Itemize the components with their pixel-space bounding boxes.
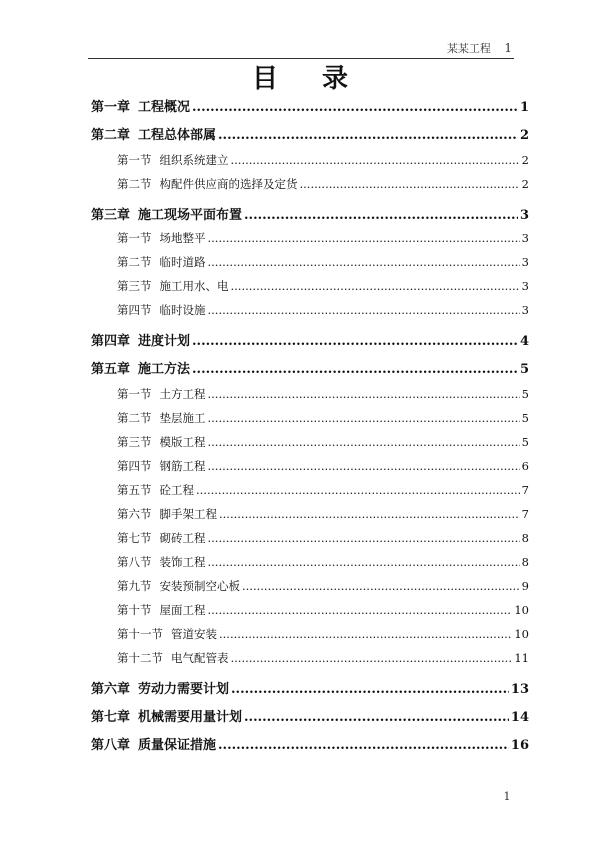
toc-entry-number: 第三节	[117, 279, 152, 293]
toc-dot-leader	[208, 531, 520, 545]
toc-chapter-entry[interactable]	[91, 678, 529, 697]
toc-section-entry[interactable]	[117, 410, 529, 426]
toc-entry-number: 第五章	[91, 362, 131, 377]
toc-section-entry[interactable]	[117, 302, 529, 318]
toc-entry-number: 第十节	[117, 603, 152, 617]
toc-entry-title: 垫层施工	[159, 411, 206, 425]
toc-section-entry[interactable]	[117, 434, 529, 450]
toc-entry-label	[117, 602, 206, 618]
toc-entry-page: 3	[521, 255, 529, 269]
toc-section-entry[interactable]	[117, 482, 529, 498]
toc-section-entry[interactable]	[117, 626, 529, 642]
toc-dot-leader	[208, 231, 520, 245]
toc-chapter-entry[interactable]	[91, 706, 529, 725]
toc-dot-leader	[196, 483, 520, 497]
toc-entry-page: 10	[514, 603, 529, 617]
toc-entry-title: 组织系统建立	[159, 153, 229, 167]
toc-entry-title: 劳动力需要计划	[138, 682, 230, 697]
toc-entry-page: 5	[521, 387, 529, 401]
toc-entry-page: 5	[519, 362, 529, 377]
toc-dot-leader	[208, 411, 520, 425]
toc-chapter-entry[interactable]	[91, 96, 529, 115]
toc-entry-page: 5	[521, 411, 529, 425]
toc-entry-label	[117, 278, 229, 294]
toc-dot-leader	[244, 208, 518, 223]
toc-entry-title: 砌砖工程	[159, 531, 206, 545]
toc-entry-number: 第十一节	[117, 627, 163, 641]
toc-entry-number: 第三节	[117, 435, 152, 449]
toc-entry-label	[117, 230, 206, 246]
toc-entry-page: 7	[521, 483, 529, 497]
header-page-number: 1	[504, 41, 512, 55]
toc-entry-label	[117, 650, 229, 666]
toc-entry-page: 6	[521, 459, 529, 473]
toc-entry-title: 管道安装	[171, 627, 217, 641]
header-title: 某某工程	[446, 42, 491, 55]
toc-entry-page: 5	[521, 435, 529, 449]
toc-title: 目录	[251, 64, 392, 94]
toc-entry-label	[91, 124, 216, 143]
toc-dot-leader	[208, 387, 520, 401]
toc-entry-number: 第一节	[117, 231, 152, 245]
toc-entry-number: 第五节	[117, 483, 152, 497]
toc-entry-page: 2	[521, 177, 529, 191]
toc-entry-page: 8	[521, 531, 529, 545]
toc-entry-page: 2	[521, 153, 529, 167]
toc-dot-leader	[208, 303, 520, 317]
toc-entry-title: 安装预制空心板	[159, 579, 240, 593]
toc-entry-title: 构配件供应商的选择及定货	[159, 177, 298, 191]
toc-entry-label	[91, 204, 242, 223]
toc-dot-leader	[208, 459, 520, 473]
toc-entry-number: 第七章	[91, 710, 131, 725]
toc-entry-number: 第九节	[117, 579, 152, 593]
toc-section-entry[interactable]	[117, 578, 529, 594]
toc-entry-page: 14	[510, 710, 529, 725]
toc-chapter-entry[interactable]	[91, 734, 529, 753]
toc-entry-number: 第六节	[117, 507, 152, 521]
toc-entry-title: 屋面工程	[159, 603, 206, 617]
toc-entry-label	[91, 96, 190, 115]
toc-entry-label	[117, 176, 298, 192]
toc-entry-page: 3	[521, 279, 529, 293]
toc-entry-page: 16	[510, 738, 529, 753]
toc-entry-label	[117, 578, 240, 594]
toc-chapter-entry[interactable]	[91, 204, 529, 223]
toc-entry-number: 第四节	[117, 303, 152, 317]
toc-entry-number: 第八节	[117, 555, 152, 569]
toc-entry-label	[91, 734, 216, 753]
toc-entry-label	[117, 530, 206, 546]
toc-chapter-entry[interactable]	[91, 358, 529, 377]
toc-section-entry[interactable]	[117, 506, 529, 522]
toc-entry-number: 第二节	[117, 411, 152, 425]
toc-section-entry[interactable]	[117, 650, 529, 666]
toc-entry-number: 第六章	[91, 682, 131, 697]
toc-chapter-entry[interactable]	[91, 330, 529, 349]
toc-entry-title: 模版工程	[159, 435, 206, 449]
toc-dot-leader	[244, 710, 509, 725]
toc-dot-leader	[231, 651, 513, 665]
toc-section-entry[interactable]	[117, 530, 529, 546]
toc-dot-leader	[218, 128, 518, 143]
toc-entry-number: 第一节	[117, 387, 152, 401]
toc-entry-label	[117, 410, 206, 426]
toc-entry-title: 机械需要用量计划	[138, 710, 243, 725]
toc-entry-title: 质量保证措施	[138, 738, 217, 753]
toc-entry-page: 2	[519, 128, 529, 143]
toc-entry-page: 4	[519, 334, 529, 349]
toc-dot-leader	[231, 279, 520, 293]
toc-entry-title: 土方工程	[159, 387, 206, 401]
toc-entry-page: 13	[510, 682, 529, 697]
toc-section-entry[interactable]	[117, 176, 529, 192]
toc-entry-page: 9	[521, 579, 529, 593]
toc-entry-number: 第二节	[117, 177, 152, 191]
toc-section-entry[interactable]	[117, 554, 529, 570]
toc-section-entry[interactable]	[117, 458, 529, 474]
toc-entry-title: 脚手架工程	[159, 507, 217, 521]
toc-entry-title: 钢筋工程	[159, 459, 206, 473]
toc-dot-leader	[192, 362, 518, 377]
toc-entry-number: 第四章	[91, 334, 131, 349]
toc-dot-leader	[242, 579, 520, 593]
toc-dot-leader	[300, 177, 520, 191]
toc-entry-label	[117, 458, 206, 474]
toc-dot-leader	[208, 435, 520, 449]
toc-entry-title: 施工现场平面布置	[138, 208, 243, 223]
toc-dot-leader	[219, 507, 520, 521]
toc-entry-title: 工程总体部属	[138, 128, 217, 143]
toc-entry-page: 8	[521, 555, 529, 569]
toc-dot-leader	[231, 153, 520, 167]
toc-section-entry[interactable]	[117, 386, 529, 402]
toc-entry-label	[117, 254, 206, 270]
toc-entry-label	[117, 626, 217, 642]
toc-entry-label	[91, 330, 190, 349]
toc-dot-leader	[192, 334, 518, 349]
toc-entry-page: 3	[519, 208, 529, 223]
toc-entry-page: 7	[521, 507, 529, 521]
toc-entry-title: 场地整平	[159, 231, 206, 245]
toc-entry-label	[91, 706, 242, 725]
toc-entry-title: 工程概况	[138, 100, 191, 115]
toc-section-entry[interactable]	[117, 152, 529, 168]
toc-dot-leader	[208, 255, 520, 269]
toc-entry-number: 第二章	[91, 128, 131, 143]
toc-section-entry[interactable]	[117, 230, 529, 246]
toc-entry-title: 砼工程	[159, 483, 194, 497]
toc-entry-title: 施工方法	[138, 362, 191, 377]
toc-entry-label	[117, 506, 217, 522]
toc-entry-title: 装饰工程	[159, 555, 206, 569]
toc-entry-page: 3	[521, 231, 529, 245]
toc-entry-page: 1	[519, 100, 529, 115]
toc-entry-title: 临时道路	[159, 255, 206, 269]
toc-entry-number: 第八章	[91, 738, 131, 753]
toc-entry-number: 第二节	[117, 255, 152, 269]
toc-entry-title: 临时设施	[159, 303, 206, 317]
toc-entry-page: 3	[521, 303, 529, 317]
toc-entry-label	[117, 554, 206, 570]
toc-entry-number: 第十二节	[117, 651, 163, 665]
toc-entry-title: 进度计划	[138, 334, 191, 349]
toc-section-entry[interactable]	[117, 254, 529, 270]
toc-entry-page: 11	[514, 651, 529, 665]
footer-page-number: 1	[503, 790, 511, 803]
toc-entry-number: 第一节	[117, 153, 152, 167]
toc-entry-number: 第三章	[91, 208, 131, 223]
toc-chapter-entry[interactable]	[91, 124, 529, 143]
toc-entry-page: 10	[514, 627, 529, 641]
toc-dot-leader	[219, 627, 512, 641]
toc-entry-label	[117, 302, 206, 318]
toc-section-entry[interactable]	[117, 602, 529, 618]
toc-entry-number: 第四节	[117, 459, 152, 473]
toc-section-entry[interactable]	[117, 278, 529, 294]
toc-entry-title: 施工用水、电	[159, 279, 229, 293]
toc-entry-label	[117, 434, 206, 450]
toc-entry-label	[117, 152, 229, 168]
toc-dot-leader	[192, 100, 518, 115]
toc-entry-number: 第一章	[91, 100, 131, 115]
toc-dot-leader	[231, 682, 509, 697]
toc-entry-number: 第七节	[117, 531, 152, 545]
toc-dot-leader	[218, 738, 509, 753]
toc-entry-title: 电气配管表	[171, 651, 229, 665]
toc-entry-label	[117, 386, 206, 402]
toc-dot-leader	[208, 555, 520, 569]
toc-entry-label	[117, 482, 194, 498]
toc-entry-label	[91, 678, 229, 697]
toc-dot-leader	[208, 603, 513, 617]
toc-entry-label	[91, 358, 190, 377]
